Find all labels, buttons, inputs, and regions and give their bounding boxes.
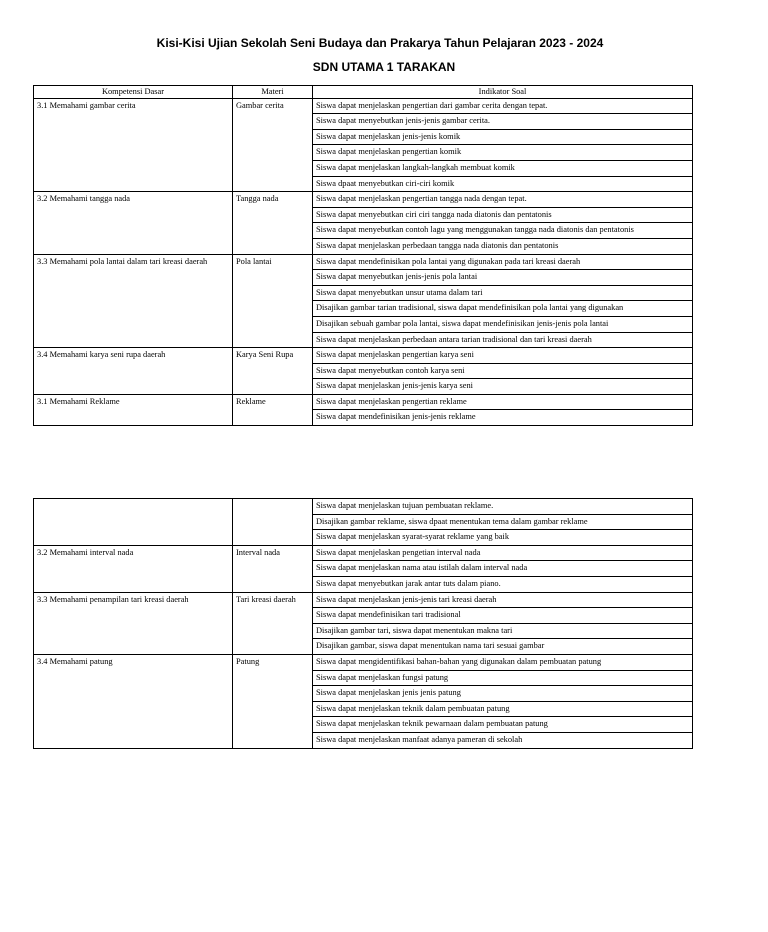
indikator-soal-cell: Siswa dapat mendefinisikan tari tradisional bbox=[313, 608, 693, 624]
table-row bbox=[34, 499, 693, 515]
indikator-soal-cell: Siswa dapat menjelaskan perbedaan antara tarian tradisional dan tari kreasi daerah bbox=[313, 332, 693, 348]
indikator-soal-cell: Siswa dapat menyebutkan unsur utama dalam tari bbox=[313, 285, 693, 301]
indikator-soal-cell: Siswa dapat menjelaskan nama atau istilah dalam interval nada bbox=[313, 561, 693, 577]
indikator-soal-cell: Disajikan gambar tarian tradisional, siswa dapat mendefinisikan pola lantai yang digunakan bbox=[313, 301, 693, 317]
document-title: Kisi-Kisi Ujian Sekolah Seni Budaya dan Prakarya Tahun Pelajaran 2023 - 2024 bbox=[156, 36, 604, 50]
indikator-soal-cell: Siswa dapat menjelaskan jenis-jenis tari kreasi daerah bbox=[313, 592, 693, 608]
materi-cell bbox=[233, 499, 313, 546]
table-row bbox=[34, 545, 693, 561]
indikator-soal-cell: Siswa dapat menjelaskan teknik pewarnaan dalam pembuatan patung bbox=[313, 717, 693, 733]
kompetensi-dasar-cell: 3.2 Memahami tangga nada bbox=[34, 192, 233, 254]
indikator-soal-cell: Siswa dapat menyebutkan contoh karya seni bbox=[313, 363, 693, 379]
indikator-soal-cell: Siswa dapat menjelaskan jenis-jenis komik bbox=[313, 129, 693, 145]
kompetensi-dasar-cell bbox=[34, 499, 233, 546]
indikator-soal-cell: Disajikan gambar reklame, siswa dpaat menentukan tema dalam gambar reklame bbox=[313, 514, 693, 530]
materi-cell: Gambar cerita bbox=[233, 98, 313, 192]
school-name: SDN UTAMA 1 TARAKAN bbox=[312, 60, 456, 74]
kompetensi-dasar-cell: 3.2 Memahami interval nada bbox=[34, 545, 233, 592]
indikator-soal-cell: Siswa dapat menjelaskan pengertian karya seni bbox=[313, 348, 693, 364]
materi-cell: Karya Seni Rupa bbox=[233, 348, 313, 395]
indikator-soal-cell: Siswa dapat menyebutkan jenis-jenis pola lantai bbox=[313, 270, 693, 286]
kompetensi-dasar-cell: 3.4 Memahami karya seni rupa daerah bbox=[34, 348, 233, 395]
indikator-soal-cell: Siswa dapat menjelaskan pengertian reklame bbox=[313, 394, 693, 410]
indikator-soal-cell: Siswa dapat mengidentifikasi bahan-bahan yang digunakan dalam pembuatan patung bbox=[313, 654, 693, 670]
indikator-soal-cell: Siswa dapat menjelaskan pengertian dari gambar cerita dengan tepat. bbox=[313, 98, 693, 114]
materi-cell: Reklame bbox=[233, 394, 313, 425]
indikator-soal-cell: Siswa dapat mendefinisikan pola lantai yang digunakan pada tari kreasi daerah bbox=[313, 254, 693, 270]
indikator-soal-cell: Siswa dpaat menyebutkan ciri-ciri komik bbox=[313, 176, 693, 192]
indikator-soal-cell: Siswa dapat menyebutkan contoh lagu yang menggunakan tangga nada diatonis dan pentatonis bbox=[313, 223, 693, 239]
kompetensi-dasar-cell: 3.3 Memahami pola lantai dalam tari kreasi daerah bbox=[34, 254, 233, 348]
kisi-kisi-table-1 bbox=[33, 85, 693, 426]
indikator-soal-cell: Siswa dapat menjelaskan perbedaan tangga nada diatonis dan pentatonis bbox=[313, 238, 693, 254]
indikator-soal-cell: Siswa dapat menjelaskan langkah-langkah membuat komik bbox=[313, 160, 693, 176]
table-header-row bbox=[34, 86, 693, 99]
indikator-soal-cell: Siswa dapat menjelaskan pengertian tangga nada dengan tepat. bbox=[313, 192, 693, 208]
indikator-soal-cell: Siswa dapat menyebutkan jarak antar tuts dalam piano. bbox=[313, 576, 693, 592]
indikator-soal-cell: Siswa dapat mendefinisikan jenis-jenis reklame bbox=[313, 410, 693, 426]
materi-cell: Patung bbox=[233, 654, 313, 748]
table-row bbox=[34, 654, 693, 670]
indikator-soal-cell: Siswa dapat menjelaskan tujuan pembuatan reklame. bbox=[313, 499, 693, 515]
indikator-soal-cell: Siswa dapat menjelaskan fungsi patung bbox=[313, 670, 693, 686]
table-row bbox=[34, 192, 693, 208]
column-header-indikator: Indikator Soal bbox=[313, 86, 693, 99]
table-row bbox=[34, 592, 693, 608]
table-row bbox=[34, 98, 693, 114]
kompetensi-dasar-cell: 3.3 Memahami penampilan tari kreasi daerah bbox=[34, 592, 233, 654]
indikator-soal-cell: Siswa dapat menjelaskan teknik dalam pembuatan patung bbox=[313, 701, 693, 717]
indikator-soal-cell: Siswa dapat menyebutkan jenis-jenis gambar cerita. bbox=[313, 114, 693, 130]
indikator-soal-cell: Siswa dapat menjelaskan jenis jenis patung bbox=[313, 686, 693, 702]
materi-cell: Pola lantai bbox=[233, 254, 313, 348]
indikator-soal-cell: Siswa dapat menjelaskan pengetian interval nada bbox=[313, 545, 693, 561]
indikator-soal-cell: Siswa dapat menjelaskan pengertian komik bbox=[313, 145, 693, 161]
column-header-kompetensi: Kompetensi Dasar bbox=[34, 86, 233, 99]
indikator-soal-cell: Siswa dapat menjelaskan jenis-jenis karya seni bbox=[313, 379, 693, 395]
table-row bbox=[34, 348, 693, 364]
kompetensi-dasar-cell: 3.1 Memahami Reklame bbox=[34, 394, 233, 425]
kisi-kisi-table-2 bbox=[33, 498, 693, 749]
indikator-soal-cell: Siswa dapat menyebutkan ciri ciri tangga nada diatonis dan pentatonis bbox=[313, 207, 693, 223]
materi-cell: Interval nada bbox=[233, 545, 313, 592]
table-1-body bbox=[34, 98, 693, 425]
materi-cell: Tari kreasi daerah bbox=[233, 592, 313, 654]
materi-cell: Tangga nada bbox=[233, 192, 313, 254]
indikator-soal-cell: Siswa dapat menjelaskan manfaat adanya pameran di sekolah bbox=[313, 732, 693, 748]
indikator-soal-cell: Disajikan gambar tari, siswa dapat menentukan makna tari bbox=[313, 623, 693, 639]
table-row bbox=[34, 394, 693, 410]
indikator-soal-cell: Disajikan gambar, siswa dapat menentukan nama tari sesuai gambar bbox=[313, 639, 693, 655]
column-header-materi: Materi bbox=[233, 86, 313, 99]
indikator-soal-cell: Siswa dapat menjelaskan syarat-syarat reklame yang baik bbox=[313, 530, 693, 546]
table-row bbox=[34, 254, 693, 270]
indikator-soal-cell: Disajikan sebuah gambar pola lantai, siswa dapat mendefinisikan jenis-jenis pola lantai bbox=[313, 316, 693, 332]
kompetensi-dasar-cell: 3.1 Memahami gambar cerita bbox=[34, 98, 233, 192]
table-2-body bbox=[34, 499, 693, 749]
kompetensi-dasar-cell: 3.4 Memahami patung bbox=[34, 654, 233, 748]
